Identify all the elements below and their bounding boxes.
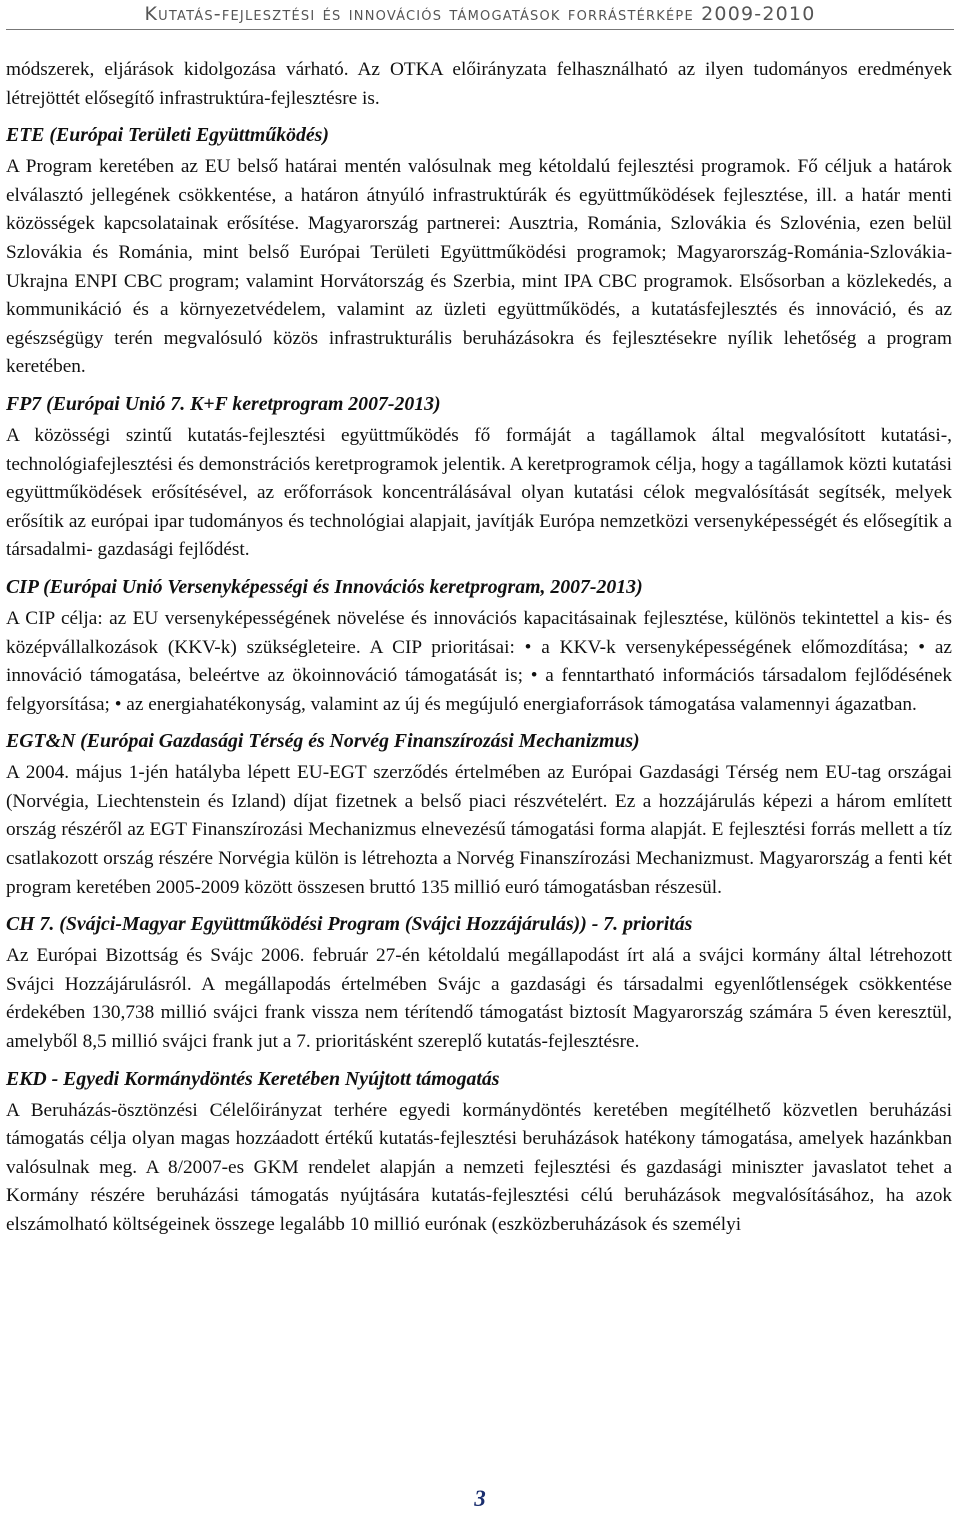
running-header: Kutatás-fejlesztési és innovációs támogatások forrástérképe 2009-2010 bbox=[144, 3, 816, 25]
paragraph-ete: A Program keretében az EU belső határai mentén valósulnak meg kétoldalú fejlesztési programok. Fő céljuk a határok elválasztó jellegének csökkentése, a határon átnyúló infrastruktúrák és együttműködések fejlesztése, ill. a határ menti közösségek kapcsolatainak erősítése. Magyarország partnerei: Ausztria, Románia, Szlovákia és Szlovénia, ezen belül Szlovákia és Románia, mint belső Európai Területi Együttműködési programok; Magyarország-Románia-Szlovákia-Ukrajna ENPI CBC program; valamint Horvátország és Szerbia, mint IPA CBC programok. Elsősorban a közlekedés, a kommunikáció és a környezetvédelem, valamint az üzleti együttműködés, a kutatásfejlesztés és innováció, és az egészségügy terén megvalósuló közös infrastrukturális beruházásokra és fejlesztésekre nyílik lehetőség a program keretében. bbox=[6, 156, 952, 378]
paragraph-cip: A CIP célja: az EU versenyképességének növelése és innovációs kapacitásainak fejlesztése, különös tekintettel a kis- és középvállalkozások (KKV-k) szükségleteire. A CIP prioritásai: • a KKV-k versenyképességének előmozdítása; • az innováció támogatása, beleértve az ökoinnováció támogatását is; • a fenntartható információs társadalom fejlődésének felgyorsítása; • az energiahatékonyság, valamint az új és megújuló energiaforrások támogatása valamennyi ágazatban. bbox=[6, 607, 952, 715]
page-number: 3 bbox=[474, 1486, 486, 1511]
paragraph-fp7: A közösségi szintű kutatás-fejlesztési együttműködés fő formáját a tagállamok által megvalósított kutatási-, technológiafejlesztési és demonstrációs keretprogramok jelentik. A keretprogramok célja, hogy a tagállamok közti kutatási együttműködések erősítésével, az erőforrások koncentrálásával olyan kutatási célok megvalósítását segítsék, melyek erősítik az európai ipar tudományos és technológiai alapjait, javítják Európa nemzetközi versenyképességét és elősegítik a társadalmi- gazdasági fejlődést. bbox=[6, 424, 952, 561]
paragraph-intro: módszerek, eljárások kidolgozása várható. Az OTKA előirányzata felhasználható az ilyen tudományos eredmények létrejöttét elősegítő infrastruktúra-fejlesztésre is. bbox=[6, 59, 952, 109]
heading-egtn: EGT&N (Európai Gazdasági Térség és Norvég Finanszírozási Mechanizmus) bbox=[6, 730, 640, 753]
heading-ch7: CH 7. (Svájci-Magyar Együttműködési Program (Svájci Hozzájárulás)) - 7. prioritás bbox=[6, 913, 693, 936]
paragraph-egtn: A 2004. május 1-jén hatályba lépett EU-EGT szerződés értelmében az Európai Gazdasági Térség nem EU-tag országai (Norvégia, Liechtenstein és Izland) díjat fizetnek a belső piaci részvételért. Ez a hozzájárulás képezi a három említett ország részéről az EGT Finanszírozási Mechanizmus elnevezésű támogatási forma alapját. E fejlesztési forrás mellett a tíz csatlakozott ország részére Norvégia külön is létrehozta a Norvég Finanszírozási Mechanizmust. Magyarország a fenti két program keretében 2005-2009 között összesen bruttó 135 millió euró támogatásban részesül. bbox=[6, 762, 952, 898]
header-divider bbox=[6, 29, 954, 30]
heading-ete: ETE (Európai Területi Együttműködés) bbox=[6, 124, 329, 147]
paragraph-ekd: A Beruházás-ösztönzési Célelőirányzat terhére egyedi kormánydöntés keretében megítélhető közvetlen beruházási támogatás célja olyan magas hozzáadott értékű kutatás-fejlesztési beruházások hatékony támogatása, amelyek hazánkban valósulnak meg. A 8/2007-es GKM rendelet alapján a nemzeti fejlesztési és gazdasági miniszter javaslatot tehet a Kormány részére beruházási támogatás nyújtására kutatás-fejlesztési célú beruházások megvalósításához, ha azok elszámolható költségeinek összege legalább 10 millió eurónak (eszközberuházások és személyi bbox=[6, 1099, 952, 1235]
heading-cip: CIP (Európai Unió Versenyképességi és Innovációs keretprogram, 2007-2013) bbox=[6, 575, 643, 598]
paragraph-ch7: Az Európai Bizottság és Svájc 2006. február 27-én kétoldalú megállapodást írt alá a svájci kormány által létrehozott Svájci Hozzájárulásról. A megállapodás értelmében Svájc a gazdasági és társadalmi egyenlőtlenségek csökkentése érdekében 130,738 millió svájci frank vissza nem térítendő támogatást biztosít Magyarország számára 5 éven keresztül, amelyből 8,5 millió svájci frank jut a 7. prioritásként szereplő kutatás-fejlesztésre. bbox=[6, 945, 952, 1053]
heading-fp7: FP7 (Európai Unió 7. K+F keretprogram 2007-2013) bbox=[6, 392, 441, 415]
heading-ekd: EKD - Egyedi Kormánydöntés Keretében Nyújtott támogatás bbox=[6, 1067, 500, 1090]
document-body bbox=[6, 56, 952, 1240]
